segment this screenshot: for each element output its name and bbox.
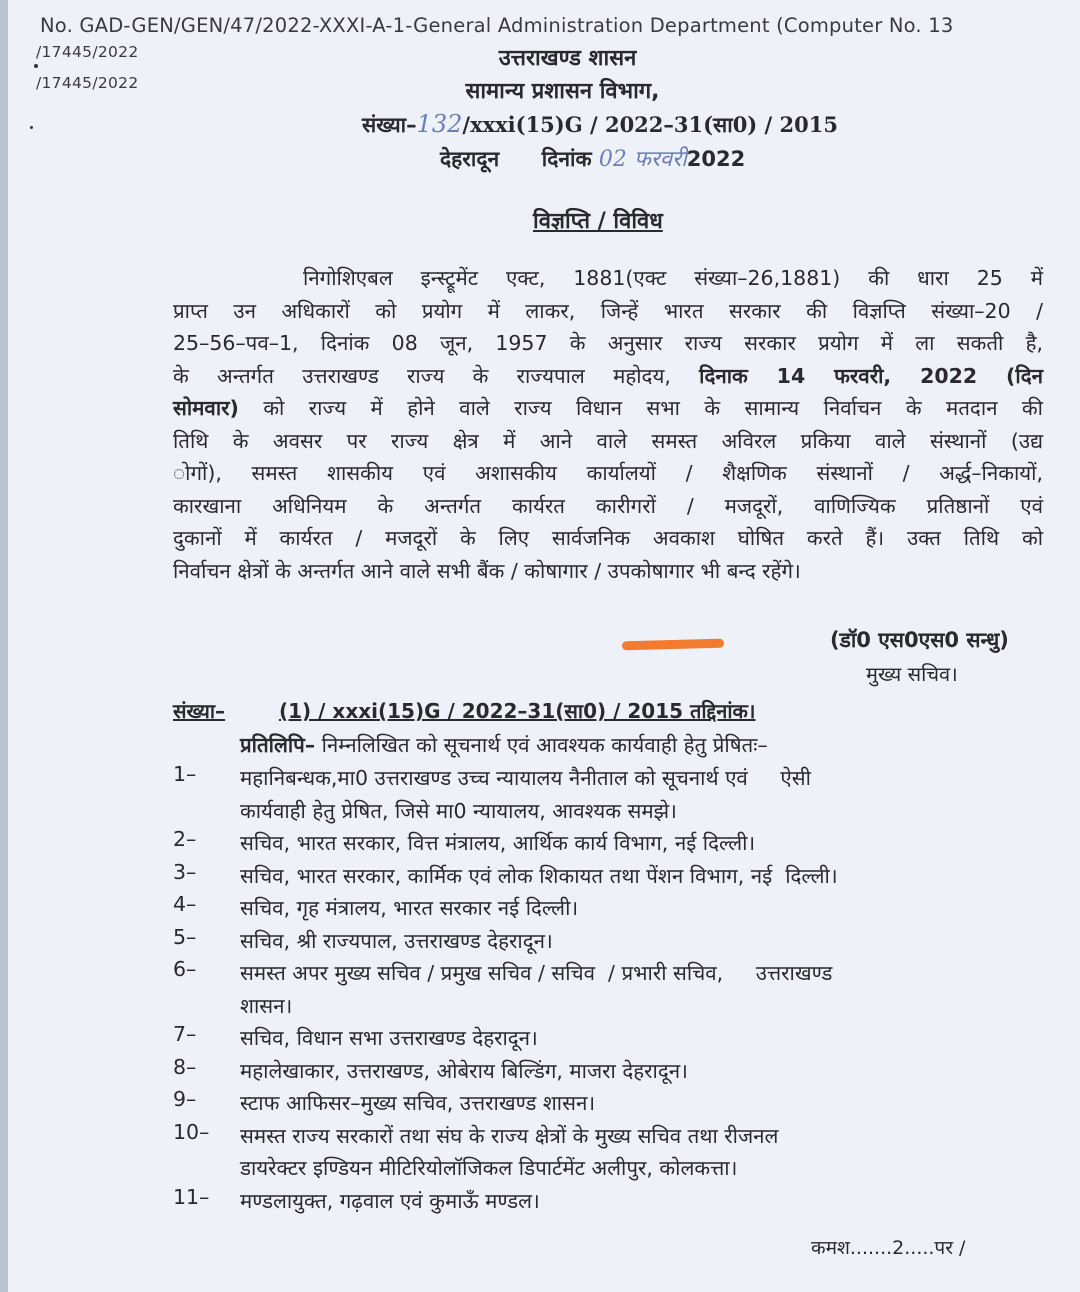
signatory-name: (डॉ0 एस0एस0 सन्धु) [830,628,1009,652]
body-line: सोमवार) को राज्य में होने वाले राज्य विधान सभा के सामान्य निर्वाचन के मतदान की [173,396,1043,420]
body-line: कारखाना अधिनियम के अन्तर्गत कार्यरत कारीगरों / मजदूरों, वाणिज्यिक प्रतिष्ठानों एवं [173,493,1043,518]
signatory-designation: मुख्य सचिव। [866,662,958,686]
number-prefix: संख्या– [362,113,417,137]
list-item: 3– सचिव, भारत सरकार, कार्मिक एवं लोक शिकायत तथा पेंशन विभाग, नई दिल्ली। [173,859,838,888]
number-suffix: /xxxi(15)G / 2022–31(सा0) / 2015 [462,112,838,137]
list-item: 2– सचिव, भारत सरकार, वित्त मंत्रालय, आर्थिक कार्य विभाग, नई दिल्ली। [173,827,756,855]
list-item: 4– सचिव, गृह मंत्रालय, भारत सरकार नई दिल्ली। [173,892,579,920]
body-line: के अन्तर्गत उत्तराखण्ड राज्य के राज्यपाल महोदय, दिनाक 14 फरवरी, 2022 (दिन [173,363,1043,388]
body-line: तिथि के अवसर पर राज्य क्षेत्र में आने वाले समस्त अविरल प्रकिया वाले संस्थानों (उद्य [173,428,1043,453]
copy-to-intro [240,731,768,759]
pratilipi-label: प्रतिलिपि– [240,733,316,757]
sub-reference: /17445/2022 [36,43,139,61]
place: देहरादून [440,147,500,171]
scan-edge-strip [0,0,8,1292]
body-line: प्राप्त उन अधिकारों को प्रयोग में लाकर, जिन्हें भारत सरकार की विज्ञप्ति संख्या–20 / [173,298,1043,323]
holiday-day: सोमवार) [173,396,239,420]
list-item: 7– सचिव, विधान सभा उत्तराखण्ड देहरादून। [173,1022,538,1050]
orange-highlight-mark [622,639,724,651]
letter-number [362,110,838,139]
holiday-date: दिनाक 14 फरवरी, 2022 (दिन [699,363,1043,388]
body-line: ोगों), समस्त शासकीय एवं अशासकीय कार्यालयों / शैक्षणिक संस्थानों / अर्द्ध–निकायों, [173,461,1043,485]
list-item: 9– स्टाफ आफिसर–मुख्य सचिव, उत्तराखण्ड शासन। [173,1087,596,1115]
list-item: 1– महानिबन्धक,मा0 उत्तराखण्ड उच्च न्यायालय नैनीताल को सूचनार्थ एवं ऐसी कार्यवाही हेतु प्रेषित, जिसे मा0 न्यायालय, आवश्यक समझे। [173,762,811,823]
body-line: दुकानों में कार्यरत / मजदूरों के लिए सार्वजनिक अवकाश घोषित करते हैं। उक्त तिथि को [173,526,1043,550]
list-item: 11– मण्डलायुक्त, गढ़वाल एवं कुमाऊँ मण्डल। [173,1184,540,1213]
sub-reference: /17445/2022 [36,74,139,92]
department-name: सामान्य प्रशासन विभाग, [465,79,660,104]
body-line: निगोशिएबल इन्स्ट्रूमेंट एक्ट, 1881(एक्ट संख्या–26,1881) की धारा 25 में [303,266,1043,290]
body-line: निर्वाचन क्षेत्रों के अन्तर्गत आने वाले सभी बैंक / कोषागार / उपकोषागार भी बन्द रहेंगे। [173,558,801,583]
list-item: 8– महालेखाकार, उत्तराखण्ड, ओबेराय बिल्डिंग, माजरा देहरादून। [173,1054,688,1083]
handwritten-date: 02 फरवरी [598,147,687,172]
copy-reference: संख्या– (1) / xxxi(15)G / 2022–31(सा0) / 2015 तद्दिनांक। [173,699,756,723]
continued-note: कमश.......2.....पर / [811,1237,966,1259]
list-item: 10– समस्त राज्य सरकारों तथा संघ के राज्य क्षेत्रों के मुख्य सचिव तथा रीजनल डायरेक्टर इण्डियन मीटिरियोलॉजिकल डिपार्टमेंट अलीपुर, कोलकत्ता। [173,1119,779,1180]
date-year: 2022 [686,147,746,171]
government-name: उत्तराखण्ड शासन [498,46,637,71]
recipient-list [173,762,1043,1217]
list-item: 6– समस्त अपर मुख्य सचिव / प्रमुख सचिव / सचिव / प्रभारी सचिव, उत्तराखण्ड शासन। [173,957,833,1018]
list-item: 5– सचिव, श्री राज्यपाल, उत्तराखण्ड देहरादून। [173,924,553,953]
place-date-line [440,143,745,173]
date-label: दिनांक [541,147,592,171]
eoffice-reference: No. GAD-GEN/GEN/47/2022-XXXI-A-1-General Administration Department (Computer No. 13 [40,14,954,37]
body-line: 25–56–पव–1, दिनांक 08 जून, 1957 के अनुसार राज्य सरकार प्रयोग में ला सकती है, [173,331,1043,355]
notice-title: विज्ञप्ति / विविध [533,209,663,234]
pratilipi-text: निम्नलिखित को सूचनार्थ एवं आवश्यक कार्यवाही हेतु प्रेषितः– [321,733,768,757]
handwritten-number: 132 [416,110,463,138]
scan-dot [30,126,33,129]
notice-body [173,262,1043,587]
